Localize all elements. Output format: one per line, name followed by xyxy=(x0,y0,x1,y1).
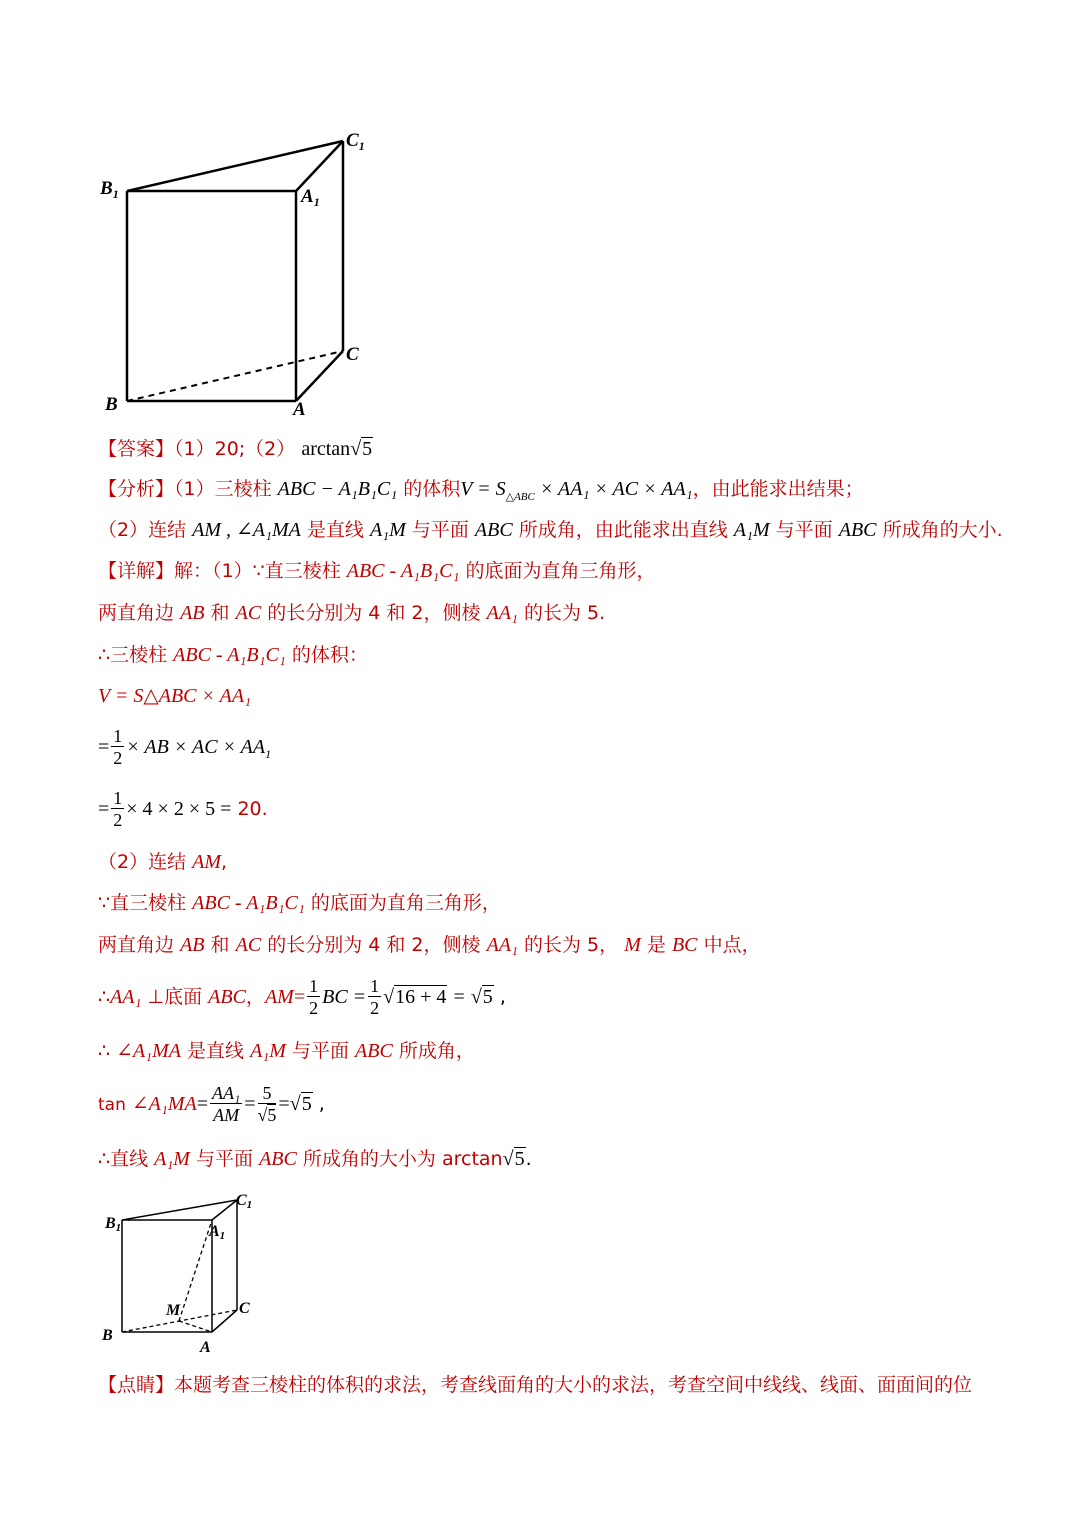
equals-sign: = xyxy=(196,1093,208,1115)
fraction-aa1-am: $\frac{\text{AA₁}}{AM}$ xyxy=(212,1083,241,1125)
sqrt-expr: √5 xyxy=(502,1148,525,1170)
solution-line-2 xyxy=(98,600,605,626)
sqrt-expr: √16 + 4 xyxy=(383,986,447,1008)
solution-line-7 xyxy=(98,849,227,875)
solution-expr: M xyxy=(624,934,641,956)
prism-diagram xyxy=(96,126,386,426)
solution-text: 所成角， xyxy=(398,1040,475,1062)
equals-sign: = xyxy=(244,1093,256,1115)
solution-line-8 xyxy=(98,890,501,916)
solution-expr: AM xyxy=(192,851,222,873)
solution-expr: AA₁ xyxy=(486,934,518,956)
solution-expr: A₁M xyxy=(154,1148,190,1170)
solution-text: 两直角边 xyxy=(98,934,175,956)
solution-text: ∴ xyxy=(98,1040,111,1062)
solution-text: 与平面 xyxy=(291,1040,349,1062)
volume-expr: × AB × AC × $AA_1$ xyxy=(126,736,272,761)
solution-expr: AB xyxy=(180,934,205,956)
solution-line-4 xyxy=(98,683,251,709)
solution-expr: BC xyxy=(671,934,698,956)
solution-text: ∴ xyxy=(98,986,111,1008)
solution-expr: ABC xyxy=(208,986,246,1008)
solution-text: ⊥底面 xyxy=(147,986,203,1008)
equals-sign: = xyxy=(293,986,306,1008)
label-b1: B1 xyxy=(105,1215,122,1234)
solution-text: 是直线 xyxy=(187,1040,245,1062)
analysis-text: 所成角的大小. xyxy=(882,519,1003,541)
analysis-expr: A₁M xyxy=(369,519,406,541)
solution-expr: A₁M xyxy=(250,1040,286,1062)
label-b: B xyxy=(102,1327,113,1344)
volume-calc: × 4 × 2 × 5 = xyxy=(126,798,232,820)
solution-text: 两直角边 xyxy=(98,602,175,624)
tan-label: tan xyxy=(98,1095,126,1115)
solution-tag: 【详解】 xyxy=(98,560,175,582)
label-c: C xyxy=(239,1300,250,1317)
solution-line-6 xyxy=(98,784,268,834)
solution-line-13 xyxy=(98,1146,532,1172)
solution-expr: AA₁ xyxy=(110,986,142,1008)
fraction-half: $\frac{1}{2}$ xyxy=(370,976,380,1018)
equals-sign: = xyxy=(98,736,110,758)
sqrt-expr: √5 xyxy=(470,986,493,1008)
answer-text: （1）20;（2） xyxy=(174,438,296,460)
analysis-text: 的体积 xyxy=(403,478,461,500)
solution-text: 与平面 xyxy=(196,1148,254,1170)
sqrt-expr: √5 xyxy=(289,1093,312,1115)
label-a1: $A_1$ xyxy=(301,186,320,209)
analysis-expr: A₁M xyxy=(733,519,770,541)
label-c1: $C_1$ xyxy=(346,130,365,153)
analysis-expr: AM , ∠A₁MA xyxy=(192,519,301,541)
volume-formula: V = S△ABC × AA₁ xyxy=(98,685,252,707)
label-b1: $B_1$ xyxy=(100,178,119,201)
solution-expr: ∠A₁MA xyxy=(131,1093,197,1115)
solution-text: （2）连结 xyxy=(98,851,187,873)
label-a: A xyxy=(200,1339,211,1356)
answer-sqrt: √5 xyxy=(350,438,373,460)
solution-expr: ABC - A₁B₁C₁ xyxy=(173,644,286,666)
punctuation: , xyxy=(318,1093,325,1115)
analysis-tag: 【分析】 xyxy=(98,478,175,500)
prism-diagram-with-m xyxy=(96,1188,266,1358)
solution-expr: ABC - A₁B₁C₁ xyxy=(192,892,305,914)
solution-text: 的长为 5， xyxy=(524,934,619,956)
comment-text: 本题考查三棱柱的体积的求法，考查线面角的大小的求法，考查空间中线线、线面、面面间的位 xyxy=(174,1374,973,1396)
analysis-expr: ABC xyxy=(474,519,513,541)
comment-tag: 【点睛】 xyxy=(98,1374,175,1396)
equals-sign: = xyxy=(98,798,110,820)
solution-line-9 xyxy=(98,932,761,958)
solution-text: 和 xyxy=(210,934,230,956)
fraction-half: $\frac{1}{2}$ xyxy=(113,726,123,768)
punctuation: , xyxy=(499,986,506,1008)
analysis-expr: ABC − A₁B₁C₁ xyxy=(277,478,398,500)
label-b: B xyxy=(105,394,118,415)
solution-text: 的体积： xyxy=(291,644,368,666)
solution-line-12 xyxy=(98,1078,325,1131)
label-c: C xyxy=(346,344,359,365)
solution-text: 的长分别为 4 和 2，侧棱 xyxy=(267,934,481,956)
answer-arctan: arctan xyxy=(301,438,351,460)
solution-text: ∴三棱柱 xyxy=(98,644,168,666)
solution-text: ∵直三棱柱 xyxy=(98,892,187,914)
solution-expr: AC xyxy=(235,934,262,956)
fraction-5-sqrt5: $\frac{5}{√5}$ xyxy=(257,1083,277,1125)
analysis-text: 所成角，由此能求出直线 xyxy=(518,519,728,541)
solution-text: 解：（1）∵直三棱柱 xyxy=(174,560,341,582)
label-c1: C1 xyxy=(236,1192,253,1211)
fraction-half: $\frac{1}{2}$ xyxy=(113,788,123,830)
analysis-text: （2）连结 xyxy=(98,519,187,541)
analysis-text: ，由此能求出结果； xyxy=(692,478,864,500)
label-a: A xyxy=(293,399,306,420)
solution-text: 所成角的大小为 arctan xyxy=(302,1148,503,1170)
solution-line-1 xyxy=(98,558,656,584)
edge-b-c-hidden xyxy=(127,351,343,401)
solution-expr: AC xyxy=(235,602,262,624)
analysis-line-1 xyxy=(98,476,864,510)
solution-text: 的底面为直角三角形， xyxy=(310,892,501,914)
fraction-half: $\frac{1}{2}$ xyxy=(309,976,319,1018)
analysis-text: 与平面 xyxy=(775,519,833,541)
volume-result: 20. xyxy=(237,798,268,820)
solution-text: , xyxy=(221,851,228,873)
solution-text: ， xyxy=(245,986,265,1008)
solution-text: 是 xyxy=(646,934,666,956)
solution-expr: BC = xyxy=(322,986,367,1008)
analysis-text: 与平面 xyxy=(411,519,469,541)
analysis-formula: $V = S_{\triangle ABC} \times AA_1$ × AC × AA₁ xyxy=(460,478,693,503)
prism-figure-top xyxy=(96,126,386,426)
answer-line xyxy=(98,436,373,462)
solution-expr: ABC - A₁B₁C₁ xyxy=(346,560,460,582)
equals-sign: = xyxy=(278,1093,290,1115)
solution-text: 和 xyxy=(210,602,230,624)
analysis-expr: ABC xyxy=(838,519,877,541)
answer-tag: 【答案】 xyxy=(98,438,175,460)
solution-expr: AB xyxy=(180,602,205,624)
solution-text: ∴直线 xyxy=(98,1148,149,1170)
edge-a1-c1 xyxy=(296,141,343,191)
prism-figure-bottom xyxy=(96,1188,266,1358)
solution-text: 的长分别为 4 和 2，侧棱 xyxy=(267,602,481,624)
solution-line-5 xyxy=(98,722,271,779)
solution-line-11 xyxy=(98,1038,475,1064)
solution-text: 中点， xyxy=(703,934,761,956)
solution-expr: ∠A₁MA xyxy=(116,1040,181,1062)
solution-expr: AM xyxy=(264,986,294,1008)
solution-text: 的长为 5. xyxy=(524,602,606,624)
solution-text: 的底面为直角三角形， xyxy=(465,560,656,582)
edge-a-c xyxy=(296,351,343,401)
solution-expr: AA₁ xyxy=(486,602,518,624)
solution-line-3 xyxy=(98,642,368,668)
label-m: M xyxy=(166,1302,181,1319)
edge-b1-c1 xyxy=(127,141,343,191)
punctuation: . xyxy=(525,1148,532,1170)
equals-sign: = xyxy=(453,986,465,1008)
analysis-text: 是直线 xyxy=(306,519,364,541)
label-a1: A1 xyxy=(209,1223,226,1242)
comment-line xyxy=(98,1372,972,1398)
solution-expr: ABC xyxy=(259,1148,297,1170)
analysis-line-2 xyxy=(98,517,1003,543)
analysis-text: （1）三棱柱 xyxy=(174,478,272,500)
solution-line-10 xyxy=(98,972,506,1022)
solution-expr: ABC xyxy=(355,1040,393,1062)
